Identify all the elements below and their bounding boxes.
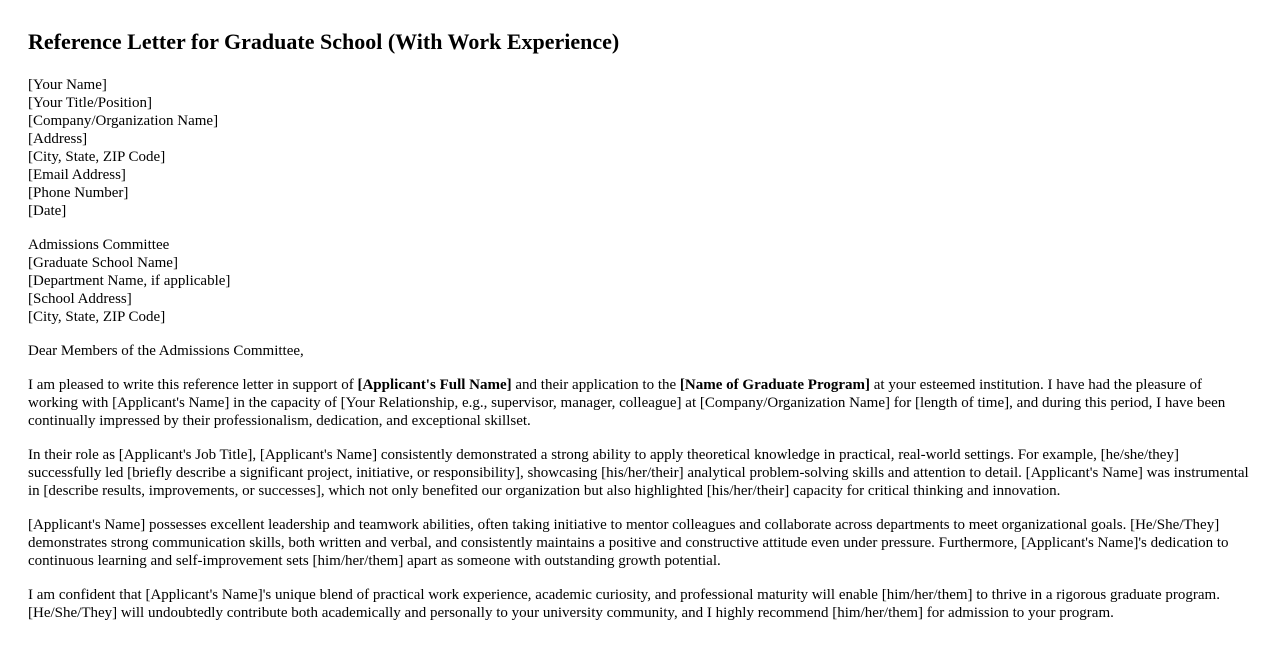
page-title: Reference Letter for Graduate School (With Work Experience) xyxy=(28,29,620,54)
recipient-committee: Admissions Committee xyxy=(28,237,170,253)
paragraph-introduction-text-1: I am pleased to write this reference letter in support of xyxy=(28,377,358,393)
sender-phone: [Phone Number] xyxy=(28,185,129,201)
sender-company: [Company/Organization Name] xyxy=(28,113,219,129)
paragraph-recommendation: I am confident that [Applicant's Name]'s unique blend of practical work experience, academic curiosity, and professional maturity will enable [him/her/them] to thrive in a rigorous graduate program. [He/She/They] will undoubtedly contribute both academically and personally to your university community, and I highly recommend [him/her/them] for admission to your program. xyxy=(28,587,1220,621)
recipient-city-state-zip: [City, State, ZIP Code] xyxy=(28,309,166,325)
salutation: Dear Members of the Admissions Committee, xyxy=(28,343,304,359)
applicant-full-name: [Applicant's Full Name] xyxy=(357,377,512,393)
sender-name: [Your Name] xyxy=(28,77,107,93)
recipient-school-address: [School Address] xyxy=(28,291,132,307)
paragraph-introduction-text-2: and their application to the xyxy=(511,377,680,393)
sender-title: [Your Title/Position] xyxy=(28,95,152,111)
recipient-department: [Department Name, if applicable] xyxy=(28,273,231,289)
sender-city-state-zip: [City, State, ZIP Code] xyxy=(28,149,166,165)
paragraph-introduction xyxy=(28,376,1250,430)
paragraph-introduction-text-3: at your esteemed institution. I have had the pleasure of working with [Applicant's Name] in the capacity of [Your Relationship, e.g., supervisor, manager, colleague] at [Company/Organization Name] for [length of time], and during this period, I have been continually impressed by their professionalism, dedication, and exceptional skillset. xyxy=(28,377,1226,429)
paragraph-leadership: [Applicant's Name] possesses excellent leadership and teamwork abilities, often taking initiative to mentor colleagues and collaborate across departments to meet organizational goals. [He/She/They] demonstrates strong communication skills, both written and verbal, and consistently maintains a positive and constructive attitude even under pressure. Furthermore, [Applicant's Name]'s dedication to continuous learning and self-improvement sets [him/her/them] apart as someone with outstanding growth potential. xyxy=(28,517,1229,569)
sender-email: [Email Address] xyxy=(28,167,126,183)
graduate-program-name: [Name of Graduate Program] xyxy=(679,377,871,393)
recipient-address-block xyxy=(28,236,1250,326)
sender-address: [Address] xyxy=(28,131,88,147)
sender-date: [Date] xyxy=(28,203,67,219)
recipient-school: [Graduate School Name] xyxy=(28,255,178,271)
sender-address-block xyxy=(28,76,1250,220)
paragraph-job-role: In their role as [Applicant's Job Title], [Applicant's Name] consistently demonstrated a strong ability to apply theoretical knowledge in practical, real-world settings. For example, [he/she/they] successfully led [briefly describe a significant project, initiative, or responsibility], showcasing [his/her/their] analytical problem-solving skills and attention to detail. [Applicant's Name] was instrumental in [describe results, improvements, or successes], which not only benefited our organization but also highlighted [his/her/their] capacity for critical thinking and innovation. xyxy=(28,447,1249,499)
